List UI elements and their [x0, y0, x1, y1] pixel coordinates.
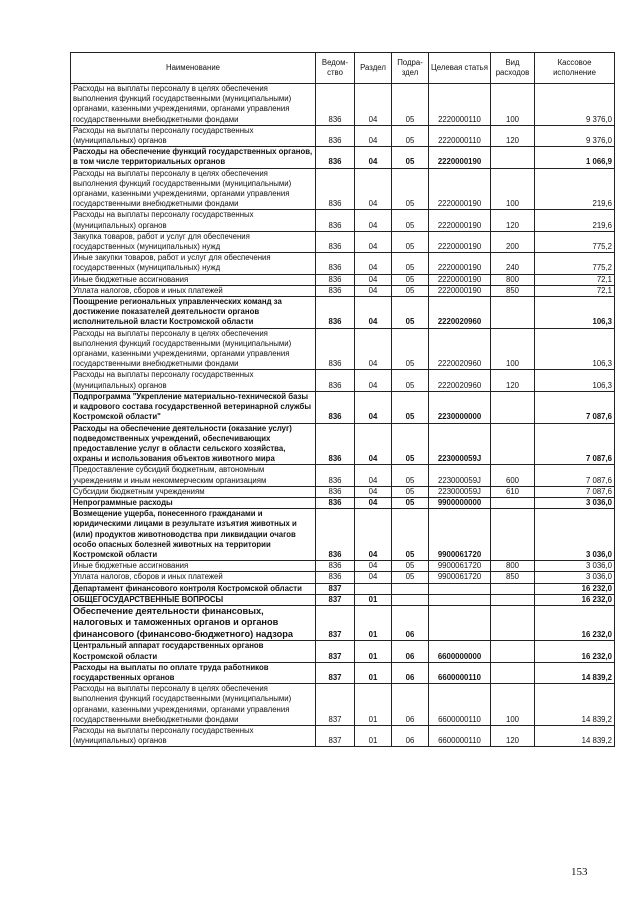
- table-row: [71, 641, 615, 662]
- table-row: [71, 84, 615, 126]
- row-section: 04: [355, 231, 392, 252]
- row-subsection: 06: [392, 662, 429, 683]
- row-subsection: 05: [392, 561, 429, 572]
- row-section: 01: [355, 641, 392, 662]
- table-row: [71, 572, 615, 583]
- row-name: Непрограммные расходы: [71, 497, 316, 508]
- row-expense-kind: 120: [491, 125, 535, 146]
- row-cash-execution: 7 087,6: [535, 465, 615, 486]
- row-target-article: 2220000190: [429, 231, 491, 252]
- table-row: [71, 509, 615, 561]
- row-section: 01: [355, 662, 392, 683]
- row-cash-execution: 3 036,0: [535, 509, 615, 561]
- row-cash-execution: 1 066,9: [535, 147, 615, 168]
- budget-table: [70, 52, 615, 747]
- table-row: [71, 147, 615, 168]
- row-subsection: 05: [392, 253, 429, 274]
- row-target-article: 9900000000: [429, 497, 491, 508]
- row-department: 836: [316, 497, 355, 508]
- table-row: [71, 726, 615, 747]
- row-expense-kind: [491, 641, 535, 662]
- row-name: Расходы на выплаты персоналу в целях обеспечения выполнения функций государственными (муниципальными) органами, казенными учреждениями, органами управления государственными внебюджетными фондами: [71, 84, 316, 126]
- row-target-article: [429, 594, 491, 605]
- row-target-article: 2220000190: [429, 285, 491, 296]
- row-subsection: 05: [392, 370, 429, 391]
- row-cash-execution: 16 232,0: [535, 641, 615, 662]
- row-name: Департамент финансового контроля Костромской области: [71, 583, 316, 594]
- row-target-article: 9900061720: [429, 572, 491, 583]
- row-cash-execution: 14 839,2: [535, 684, 615, 726]
- row-target-article: 2220020960: [429, 370, 491, 391]
- table-row: [71, 583, 615, 594]
- row-subsection: 05: [392, 328, 429, 370]
- row-name: Поощрение региональных управленческих команд за достижение показателей деятельности органов исполнительной власти Костромской области: [71, 297, 316, 329]
- table-header-row: [71, 53, 615, 84]
- header-section: Раздел: [355, 53, 392, 84]
- row-name: Обеспечение деятельности финансовых, налоговых и таможенных органов и органов финансового (финансово-бюджетного) надзора: [71, 605, 316, 641]
- row-expense-kind: 100: [491, 684, 535, 726]
- row-section: 04: [355, 210, 392, 231]
- row-cash-execution: 775,2: [535, 253, 615, 274]
- row-department: 836: [316, 509, 355, 561]
- table-row: [71, 497, 615, 508]
- row-name: Расходы на обеспечение деятельности (оказание услуг) подведомственных учреждений, обеспечивающих предоставление услуг в области сельского хозяйства, охраны и использования объектов животного мира: [71, 423, 316, 465]
- row-name: Возмещение ущерба, понесенного гражданами и юридическими лицами в результате изъятия животных и (или) продуктов животноводства при ликвидации очагов особо опасных болезней животных на территории Костромской области: [71, 509, 316, 561]
- row-cash-execution: 3 036,0: [535, 561, 615, 572]
- row-expense-kind: [491, 594, 535, 605]
- row-name: Расходы на выплаты персоналу в целях обеспечения выполнения функций государственными (муниципальными) органами, казенными учреждениями, органами управления государственными внебюджетными фондами: [71, 168, 316, 210]
- row-name: Иные бюджетные ассигнования: [71, 561, 316, 572]
- table-row: [71, 274, 615, 285]
- row-department: 836: [316, 147, 355, 168]
- row-name: Расходы на выплаты персоналу в целях обеспечения выполнения функций государственными (муниципальными) органами, казенными учреждениями, органами управления государственными внебюджетными фондами: [71, 684, 316, 726]
- row-department: 837: [316, 684, 355, 726]
- table-row: [71, 594, 615, 605]
- row-name: Расходы на выплаты персоналу государственных (муниципальных) органов: [71, 125, 316, 146]
- row-section: 04: [355, 253, 392, 274]
- row-target-article: 6600000110: [429, 662, 491, 683]
- row-section: 01: [355, 684, 392, 726]
- header-subsection: Подра-здел: [392, 53, 429, 84]
- row-section: 04: [355, 125, 392, 146]
- row-section: 04: [355, 486, 392, 497]
- row-target-article: 9900061720: [429, 561, 491, 572]
- row-section: 04: [355, 572, 392, 583]
- table-row: [71, 231, 615, 252]
- row-target-article: 223000059J: [429, 486, 491, 497]
- row-department: 836: [316, 423, 355, 465]
- row-cash-execution: 14 839,2: [535, 662, 615, 683]
- row-section: 04: [355, 509, 392, 561]
- row-subsection: 05: [392, 210, 429, 231]
- row-department: 837: [316, 583, 355, 594]
- header-name: Наименование: [71, 53, 316, 84]
- table-row: [71, 391, 615, 423]
- row-cash-execution: 9 376,0: [535, 125, 615, 146]
- row-expense-kind: [491, 423, 535, 465]
- row-target-article: [429, 605, 491, 641]
- row-expense-kind: [491, 391, 535, 423]
- row-department: 836: [316, 328, 355, 370]
- row-cash-execution: 16 232,0: [535, 605, 615, 641]
- row-section: 04: [355, 391, 392, 423]
- row-subsection: 05: [392, 297, 429, 329]
- row-name: Закупка товаров, работ и услуг для обеспечения государственных (муниципальных) нужд: [71, 231, 316, 252]
- row-expense-kind: 120: [491, 726, 535, 747]
- table-row: [71, 605, 615, 641]
- row-department: 836: [316, 285, 355, 296]
- row-target-article: 2220000110: [429, 125, 491, 146]
- table-row: [71, 285, 615, 296]
- table-row: [71, 210, 615, 231]
- row-subsection: 05: [392, 391, 429, 423]
- row-name: Уплата налогов, сборов и иных платежей: [71, 572, 316, 583]
- row-expense-kind: [491, 583, 535, 594]
- row-department: 836: [316, 370, 355, 391]
- row-department: 836: [316, 231, 355, 252]
- row-subsection: 06: [392, 605, 429, 641]
- row-cash-execution: 106,3: [535, 370, 615, 391]
- row-section: 04: [355, 370, 392, 391]
- row-target-article: 2220000110: [429, 84, 491, 126]
- row-name: Субсидии бюджетным учреждениям: [71, 486, 316, 497]
- row-cash-execution: 106,3: [535, 297, 615, 329]
- row-section: 01: [355, 594, 392, 605]
- row-name: Предоставление субсидий бюджетным, автономным учреждениям и иным некоммерческим организациям: [71, 465, 316, 486]
- table-row: [71, 125, 615, 146]
- row-cash-execution: 16 232,0: [535, 594, 615, 605]
- row-subsection: 05: [392, 125, 429, 146]
- row-subsection: 06: [392, 726, 429, 747]
- row-section: 04: [355, 147, 392, 168]
- row-target-article: 6600000110: [429, 726, 491, 747]
- row-target-article: 223000059J: [429, 423, 491, 465]
- table-row: [71, 168, 615, 210]
- row-subsection: 05: [392, 423, 429, 465]
- row-name: Расходы на обеспечение функций государственных органов, в том числе территориальных органов: [71, 147, 316, 168]
- row-subsection: [392, 583, 429, 594]
- row-cash-execution: 219,6: [535, 168, 615, 210]
- row-expense-kind: 100: [491, 84, 535, 126]
- row-subsection: 05: [392, 509, 429, 561]
- row-subsection: 05: [392, 465, 429, 486]
- row-department: 836: [316, 125, 355, 146]
- row-subsection: 05: [392, 231, 429, 252]
- row-department: 836: [316, 391, 355, 423]
- row-name: Расходы на выплаты персоналу в целях обеспечения выполнения функций государственными (муниципальными) органами, казенными учреждениями, органами управления государственными внебюджетными фондами: [71, 328, 316, 370]
- row-expense-kind: 200: [491, 231, 535, 252]
- row-section: 04: [355, 168, 392, 210]
- row-department: 837: [316, 641, 355, 662]
- row-subsection: 05: [392, 147, 429, 168]
- row-department: 836: [316, 572, 355, 583]
- row-expense-kind: 240: [491, 253, 535, 274]
- table-row: [71, 370, 615, 391]
- row-subsection: [392, 594, 429, 605]
- row-cash-execution: 14 839,2: [535, 726, 615, 747]
- row-department: 836: [316, 297, 355, 329]
- row-subsection: 05: [392, 274, 429, 285]
- row-section: 04: [355, 497, 392, 508]
- row-section: [355, 583, 392, 594]
- row-subsection: 05: [392, 486, 429, 497]
- row-cash-execution: 775,2: [535, 231, 615, 252]
- row-department: 836: [316, 486, 355, 497]
- row-expense-kind: 600: [491, 465, 535, 486]
- row-target-article: 6600000000: [429, 641, 491, 662]
- row-section: 04: [355, 84, 392, 126]
- row-expense-kind: 120: [491, 210, 535, 231]
- row-name: Расходы на выплаты по оплате труда работников государственных органов: [71, 662, 316, 683]
- row-subsection: 05: [392, 168, 429, 210]
- row-target-article: 2220020960: [429, 297, 491, 329]
- row-name: Расходы на выплаты персоналу государственных (муниципальных) органов: [71, 370, 316, 391]
- row-cash-execution: 106,3: [535, 328, 615, 370]
- row-department: 836: [316, 84, 355, 126]
- row-name: ОБЩЕГОСУДАРСТВЕННЫЕ ВОПРОСЫ: [71, 594, 316, 605]
- table-row: [71, 297, 615, 329]
- header-department: Ведом-ство: [316, 53, 355, 84]
- row-department: 836: [316, 561, 355, 572]
- row-expense-kind: 800: [491, 274, 535, 285]
- row-department: 836: [316, 465, 355, 486]
- row-cash-execution: 219,6: [535, 210, 615, 231]
- row-cash-execution: 16 232,0: [535, 583, 615, 594]
- row-department: 837: [316, 594, 355, 605]
- row-target-article: 9900061720: [429, 509, 491, 561]
- row-name: Иные закупки товаров, работ и услуг для обеспечения государственных (муниципальных) нужд: [71, 253, 316, 274]
- row-expense-kind: [491, 497, 535, 508]
- row-section: 01: [355, 726, 392, 747]
- row-cash-execution: 72,1: [535, 285, 615, 296]
- row-section: 04: [355, 423, 392, 465]
- table-row: [71, 253, 615, 274]
- row-section: 04: [355, 285, 392, 296]
- row-expense-kind: 850: [491, 572, 535, 583]
- row-cash-execution: 7 087,6: [535, 391, 615, 423]
- table-row: [71, 486, 615, 497]
- row-expense-kind: 610: [491, 486, 535, 497]
- row-target-article: 223000059J: [429, 465, 491, 486]
- row-department: 836: [316, 210, 355, 231]
- row-name: Иные бюджетные ассигнования: [71, 274, 316, 285]
- row-cash-execution: 9 376,0: [535, 84, 615, 126]
- row-name: Подпрограмма "Укрепление материально-технической базы и кадрового состава государственной ветеринарной службы Костромской области": [71, 391, 316, 423]
- header-cash-execution: Кассовое исполнение: [535, 53, 615, 84]
- row-cash-execution: 3 036,0: [535, 497, 615, 508]
- row-department: 837: [316, 662, 355, 683]
- row-name: Расходы на выплаты персоналу государственных (муниципальных) органов: [71, 726, 316, 747]
- row-expense-kind: [491, 509, 535, 561]
- table-row: [71, 328, 615, 370]
- row-target-article: 2220000190: [429, 168, 491, 210]
- row-target-article: 2220000190: [429, 147, 491, 168]
- row-cash-execution: 7 087,6: [535, 486, 615, 497]
- row-expense-kind: 120: [491, 370, 535, 391]
- row-subsection: 05: [392, 285, 429, 296]
- row-target-article: 2220000190: [429, 210, 491, 231]
- table-row: [71, 465, 615, 486]
- row-subsection: 05: [392, 497, 429, 508]
- row-section: 01: [355, 605, 392, 641]
- row-target-article: 6600000110: [429, 684, 491, 726]
- row-name: Расходы на выплаты персоналу государственных (муниципальных) органов: [71, 210, 316, 231]
- table-row: [71, 423, 615, 465]
- row-cash-execution: 72,1: [535, 274, 615, 285]
- row-subsection: 05: [392, 572, 429, 583]
- table-row: [71, 561, 615, 572]
- table-body: [71, 84, 615, 747]
- row-expense-kind: 100: [491, 328, 535, 370]
- budget-sheet: [70, 52, 614, 747]
- row-department: 837: [316, 726, 355, 747]
- row-section: 04: [355, 328, 392, 370]
- row-target-article: 2230000000: [429, 391, 491, 423]
- row-name: Центральный аппарат государственных органов Костромской области: [71, 641, 316, 662]
- page-number: 153: [571, 866, 588, 878]
- row-target-article: 2220020960: [429, 328, 491, 370]
- row-name: Уплата налогов, сборов и иных платежей: [71, 285, 316, 296]
- row-department: 836: [316, 253, 355, 274]
- row-section: 04: [355, 274, 392, 285]
- row-section: 04: [355, 297, 392, 329]
- row-section: 04: [355, 465, 392, 486]
- row-cash-execution: 7 087,6: [535, 423, 615, 465]
- row-subsection: 06: [392, 684, 429, 726]
- row-expense-kind: [491, 605, 535, 641]
- row-subsection: 06: [392, 641, 429, 662]
- row-expense-kind: [491, 662, 535, 683]
- row-department: 836: [316, 168, 355, 210]
- row-expense-kind: [491, 297, 535, 329]
- header-target-article: Целевая статья: [429, 53, 491, 84]
- header-expense-kind: Вид расходов: [491, 53, 535, 84]
- row-expense-kind: 850: [491, 285, 535, 296]
- row-department: 837: [316, 605, 355, 641]
- row-expense-kind: [491, 147, 535, 168]
- row-subsection: 05: [392, 84, 429, 126]
- row-expense-kind: 100: [491, 168, 535, 210]
- table-row: [71, 662, 615, 683]
- row-expense-kind: 800: [491, 561, 535, 572]
- row-section: 04: [355, 561, 392, 572]
- row-target-article: 2220000190: [429, 274, 491, 285]
- row-target-article: [429, 583, 491, 594]
- table-row: [71, 684, 615, 726]
- row-department: 836: [316, 274, 355, 285]
- row-target-article: 2220000190: [429, 253, 491, 274]
- row-cash-execution: 3 036,0: [535, 572, 615, 583]
